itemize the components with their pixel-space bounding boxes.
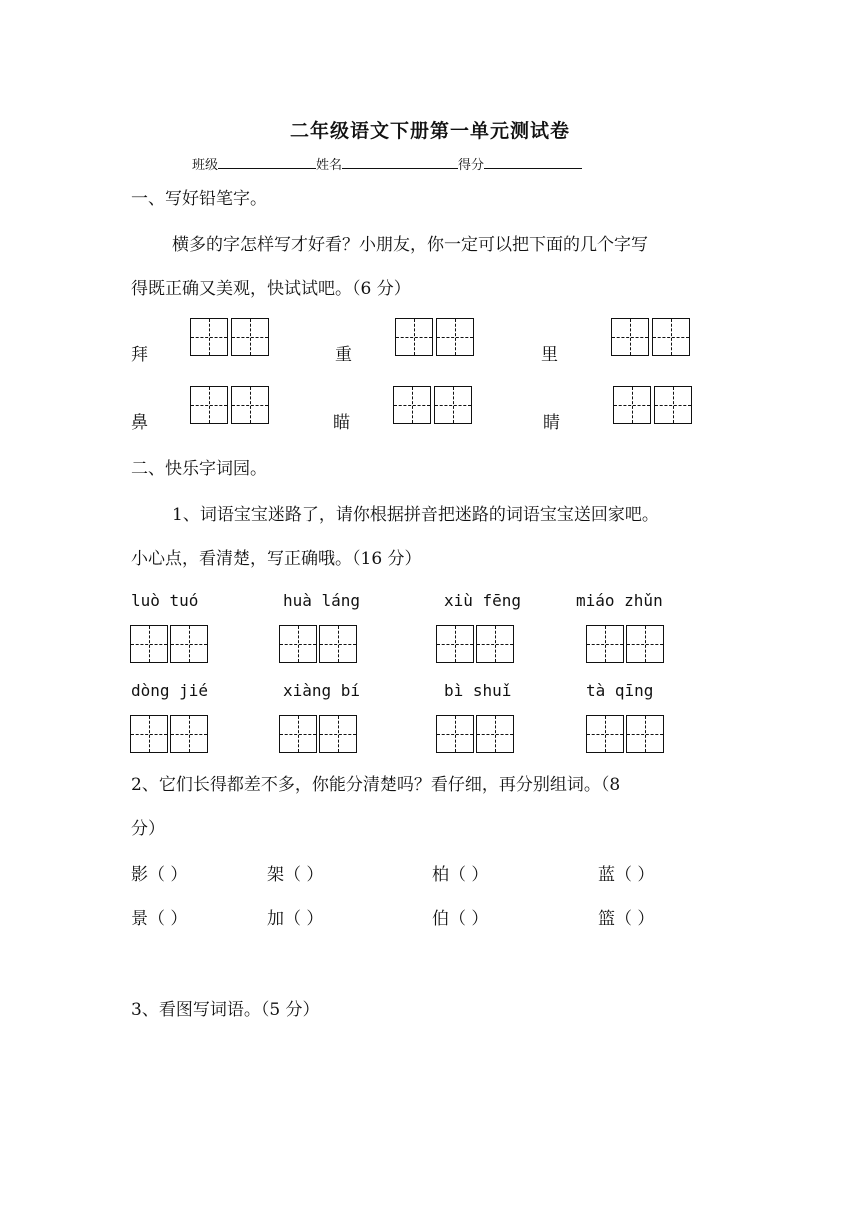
student-info — [192, 154, 582, 173]
grid-cell[interactable] — [190, 386, 228, 424]
grid-cell[interactable] — [626, 625, 664, 663]
pinyin-taqing: tà qīng — [586, 681, 654, 700]
pinyin-miaozhun: miáo zhǔn — [576, 591, 663, 610]
q1-line1: 1、词语宝宝迷路了，请你根据拼音把迷路的词语宝宝送回家吧。 — [172, 505, 659, 525]
grid-cell[interactable] — [319, 625, 357, 663]
name-blank[interactable] — [342, 154, 458, 169]
grid-cell[interactable] — [231, 318, 269, 356]
name-label: 姓名 — [316, 158, 343, 173]
writing-grid-jing[interactable] — [613, 386, 692, 424]
q1-line2: 小心点，看清楚，写正确哦。（16 分） — [131, 549, 422, 569]
writing-grid-bi[interactable] — [190, 386, 269, 424]
score-blank[interactable] — [484, 154, 582, 169]
pair-bai[interactable]: 柏（ ） — [432, 865, 489, 885]
answer-grid[interactable] — [586, 625, 664, 663]
writing-grid-li[interactable] — [611, 318, 690, 356]
grid-cell[interactable] — [130, 625, 168, 663]
pair-jia[interactable]: 架（ ） — [267, 865, 324, 885]
grid-cell[interactable] — [611, 318, 649, 356]
section1-heading: 一、写好铅笔字。 — [131, 189, 267, 209]
pinyin-xiangbi: xiàng bí — [283, 681, 361, 700]
grid-cell[interactable] — [436, 318, 474, 356]
grid-cell[interactable] — [130, 715, 168, 753]
grid-cell[interactable] — [190, 318, 228, 356]
pair-jing[interactable]: 景（ ） — [131, 909, 188, 929]
grid-cell[interactable] — [476, 625, 514, 663]
grid-cell[interactable] — [393, 386, 431, 424]
grid-cell[interactable] — [476, 715, 514, 753]
page-title: 二年级语文下册第一单元测试卷 — [289, 120, 570, 142]
grid-cell[interactable] — [434, 386, 472, 424]
char-zhong: 重 — [335, 345, 352, 365]
grid-cell[interactable] — [319, 715, 357, 753]
writing-grid-miao[interactable] — [393, 386, 472, 424]
score-label: 得分 — [458, 158, 485, 173]
grid-cell[interactable] — [231, 386, 269, 424]
pinyin-xiufeng: xiù fēng — [444, 591, 522, 610]
writing-grid-bai[interactable] — [190, 318, 269, 356]
grid-cell[interactable] — [170, 625, 208, 663]
pinyin-hualang: huà láng — [283, 591, 361, 610]
char-bai: 拜 — [131, 345, 148, 365]
section2-heading: 二、快乐字词园。 — [131, 459, 267, 479]
pair-bo[interactable]: 伯（ ） — [432, 909, 489, 929]
grid-cell[interactable] — [279, 715, 317, 753]
char-bi: 鼻 — [131, 413, 148, 433]
pinyin-luotuo: luò tuó — [131, 591, 199, 610]
grid-cell[interactable] — [652, 318, 690, 356]
grid-cell[interactable] — [654, 386, 692, 424]
answer-grid[interactable] — [586, 715, 664, 753]
answer-grid[interactable] — [436, 625, 514, 663]
section1-instruction-line1: 横多的字怎样写才好看？小朋友，你一定可以把下面的几个字写 — [172, 235, 648, 255]
char-jing: 睛 — [543, 413, 560, 433]
writing-grid-zhong[interactable] — [395, 318, 474, 356]
q2-line2: 分） — [131, 819, 165, 839]
grid-cell[interactable] — [170, 715, 208, 753]
pair-jia2[interactable]: 加（ ） — [267, 909, 324, 929]
pair-ying[interactable]: 影（ ） — [131, 865, 188, 885]
pinyin-dongjie: dòng jié — [131, 681, 209, 700]
pinyin-bishui: bì shuǐ — [444, 681, 512, 700]
char-li: 里 — [541, 345, 558, 365]
answer-grid[interactable] — [130, 715, 208, 753]
pair-lan[interactable]: 蓝（ ） — [598, 865, 655, 885]
answer-grid[interactable] — [279, 715, 357, 753]
grid-cell[interactable] — [279, 625, 317, 663]
class-blank[interactable] — [218, 154, 316, 169]
answer-grid[interactable] — [436, 715, 514, 753]
grid-cell[interactable] — [586, 625, 624, 663]
class-label: 班级 — [192, 158, 219, 173]
pair-lan2[interactable]: 篮（ ） — [598, 909, 655, 929]
section1-instruction-line2: 得既正确又美观，快试试吧。（6 分） — [131, 279, 411, 299]
grid-cell[interactable] — [613, 386, 651, 424]
grid-cell[interactable] — [395, 318, 433, 356]
grid-cell[interactable] — [436, 625, 474, 663]
grid-cell[interactable] — [586, 715, 624, 753]
grid-cell[interactable] — [626, 715, 664, 753]
q3-heading: 3、看图写词语。（5 分） — [131, 1000, 320, 1020]
answer-grid[interactable] — [130, 625, 208, 663]
char-miao: 瞄 — [333, 413, 350, 433]
answer-grid[interactable] — [279, 625, 357, 663]
q2-line1: 2、它们长得都差不多，你能分清楚吗？看仔细，再分别组词。（8 — [131, 775, 621, 795]
grid-cell[interactable] — [436, 715, 474, 753]
